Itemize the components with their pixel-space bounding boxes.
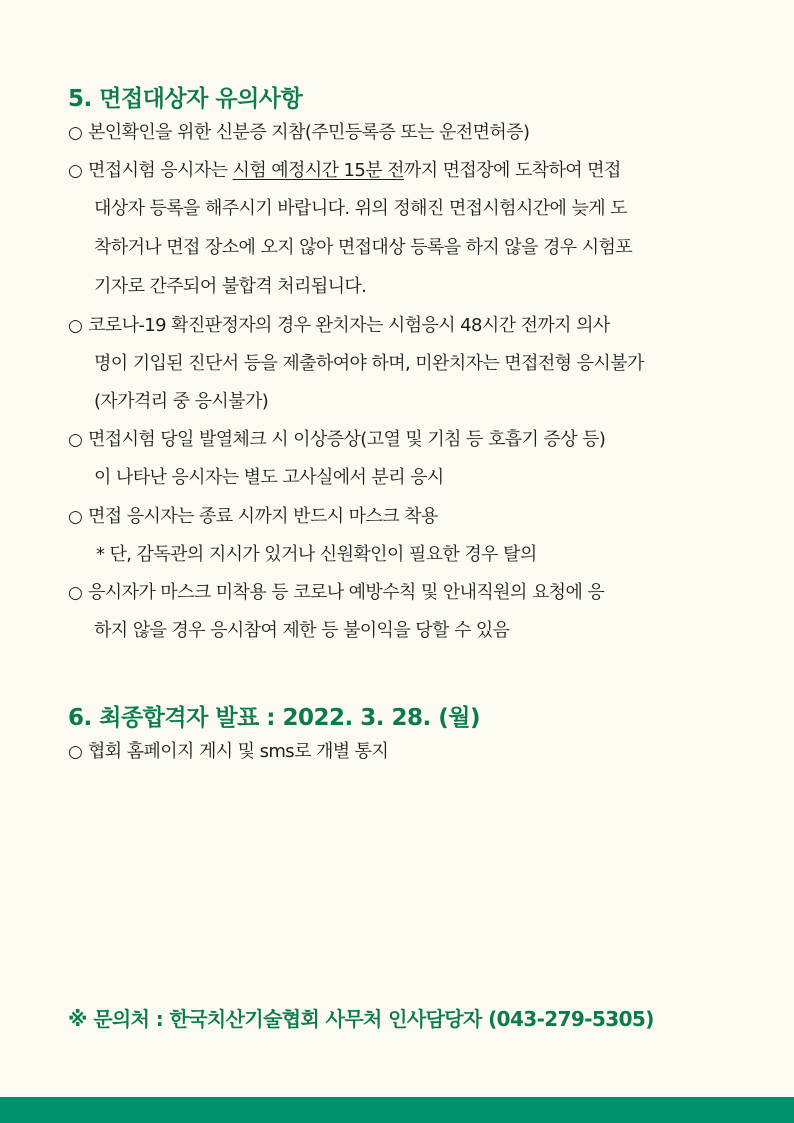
item-note: * 단, 감독관의 지시가 있거나 신원확인이 필요한 경우 탈의 [96, 544, 537, 565]
item-continuation: 기자로 간주되어 불합격 처리됩니다. [94, 276, 367, 297]
item-continuation: 대상자 등록을 해주시기 바랍니다. 위의 정해진 면접시험시간에 늦게 도 [94, 198, 627, 219]
list-item [68, 428, 605, 452]
item-continuation: 하지 않을 경우 응시참여 제한 등 불이익을 당할 수 있음 [94, 620, 510, 641]
item-text: 면접시험 응시자는 [88, 160, 233, 181]
item-text: 협회 홈페이지 게시 및 sms로 개별 통지 [88, 741, 389, 762]
bullet-circle-icon: ○ [68, 316, 83, 336]
section-6-title: 6. 최종합격자 발표 : 2022. 3. 28. (월) [68, 705, 480, 731]
list-item [68, 121, 529, 145]
item-continuation: 명이 기입된 진단서 등을 제출하여야 하며, 미완치자는 면접전형 응시불가 [94, 353, 644, 374]
item-text: 면접 응시자는 종료 시까지 반드시 마스크 착용 [88, 506, 438, 527]
item-continuation: 착하거나 면접 장소에 오지 않아 면접대상 등록을 하지 않을 경우 시험포 [94, 237, 633, 258]
item-text: 면접시험 당일 발열체크 시 이상증상(고열 및 기침 등 호흡기 증상 등) [88, 429, 606, 450]
emphasis-underline: 시험 예정시간 15분 전 [232, 160, 404, 181]
list-item [68, 581, 604, 605]
item-text: 코로나-19 확진판정자의 경우 완치자는 시험응시 48시간 전까지 의사 [88, 315, 610, 336]
contact-info: ※ 문의처 : 한국치산기술협회 사무처 인사담당자 (043-279-5305) [68, 1007, 654, 1031]
list-item [68, 505, 438, 529]
item-text: 응시자가 마스크 미착용 등 코로나 예방수칙 및 안내직원의 요청에 응 [88, 582, 605, 603]
bullet-circle-icon: ○ [68, 507, 83, 527]
list-item [68, 740, 388, 764]
item-continuation: (자가격리 중 응시불가) [94, 391, 269, 412]
bullet-circle-icon: ○ [68, 583, 83, 603]
item-text: 까지 면접장에 도착하여 면접 [403, 160, 621, 181]
bullet-circle-icon: ○ [68, 430, 83, 450]
item-continuation: 이 나타난 응시자는 별도 고사실에서 분리 응시 [94, 467, 444, 488]
item-text: 본인확인을 위한 신분증 지참(주민등록증 또는 운전면허증) [88, 122, 530, 143]
footer-bar [0, 1097, 794, 1123]
bullet-circle-icon: ○ [68, 742, 83, 762]
bullet-circle-icon: ○ [68, 161, 83, 181]
list-item [68, 314, 610, 338]
section-5-title: 5. 면접대상자 유의사항 [68, 86, 303, 112]
bullet-circle-icon: ○ [68, 123, 83, 143]
list-item [68, 159, 621, 183]
